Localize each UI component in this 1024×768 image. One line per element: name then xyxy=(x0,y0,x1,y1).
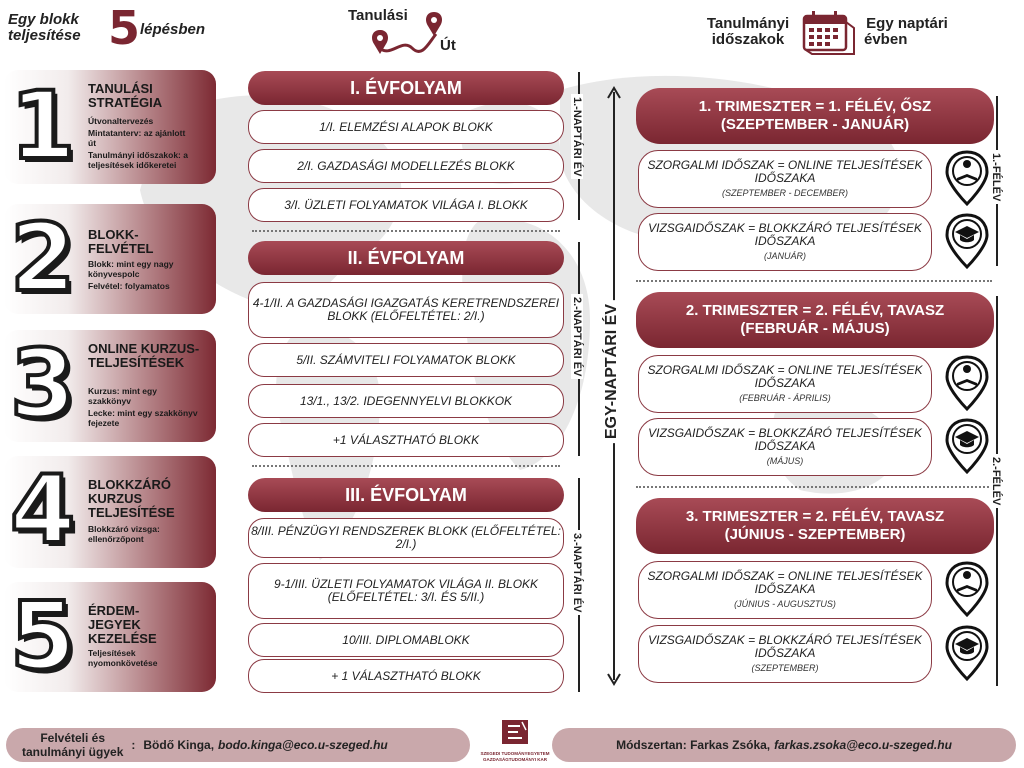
footer-left-name: Bödő Kinga, xyxy=(143,738,215,752)
trimester-1-period-1-dates: (SZEPTEMBER - DECEMBER) xyxy=(721,188,848,198)
trimester-2-period-2 xyxy=(638,418,932,476)
step-2-desc-2: Felvétel: folyamatos xyxy=(88,281,170,291)
header-left-line1: Egy blokk xyxy=(8,11,79,28)
trimester-2-period-2-dates: (MÁJUS) xyxy=(766,456,804,466)
trimester-2-period-1-dates: (FEBRUÁR - ÁPRILIS) xyxy=(739,393,831,403)
year-divider-2 xyxy=(252,465,560,467)
step-5-desc-1: Teljesítések nyomonkövetése xyxy=(88,648,158,668)
year-1-header: I. ÉVFOLYAM xyxy=(248,71,564,105)
step-2-number: 2 xyxy=(10,204,76,313)
footer-left-label xyxy=(22,731,123,759)
year-2-block-1: 4-1/II. A GAZDASÁGI IGAZGATÁS KERETRENDSZEREI BLOKK (ELŐFELTÉTEL: 2/I.) xyxy=(248,282,564,338)
year-3-header: III. ÉVFOLYAM xyxy=(248,478,564,512)
footer-left-email[interactable]: bodo.kinga@eco.u-szeged.hu xyxy=(218,738,388,752)
header-left-line2: teljesítése xyxy=(8,27,81,44)
year-2-block-3: 13/1., 13/2. IDEGENNYELVI BLOKKOK xyxy=(248,384,564,418)
header-right-line3: Egy naptári xyxy=(866,15,948,32)
trimester-2-header xyxy=(636,292,994,348)
semester-1-label: 1.-FÉLÉV xyxy=(990,150,1002,204)
graduation-pin-icon xyxy=(945,625,989,681)
trimester-1-period-1 xyxy=(638,150,932,208)
faculty-logo xyxy=(478,718,552,766)
year-3-block-1: 8/III. PÉNZÜGYI RENDSZEREK BLOKK (ELŐFELTÉTEL: 2/I.) xyxy=(248,518,564,558)
step-3-desc xyxy=(88,386,223,430)
trimester-1-header xyxy=(636,88,994,144)
year-1-block-3: 3/I. ÜZLETI FOLYAMATOK VILÁGA I. BLOKK xyxy=(248,188,564,222)
trimester-1-period-2-text: VIZSGAIDŐSZAK = BLOKKZÁRÓ TELJESÍTÉSEK IDŐSZAKA xyxy=(648,221,922,248)
trimester-3-period-2-text: VIZSGAIDŐSZAK = BLOKKZÁRÓ TELJESÍTÉSEK IDŐSZAKA xyxy=(648,633,922,660)
step-1-desc-2: Mintatanterv: az ajánlott út xyxy=(88,128,186,148)
trimester-3-title: 3. TRIMESZTER = 2. FÉLÉV, TAVASZ xyxy=(685,508,945,525)
trimester-2-period-1-text: SZORGALMI IDŐSZAK = ONLINE TELJESÍTÉSEK IDŐSZAKA xyxy=(647,363,923,390)
header-right-left xyxy=(694,16,802,48)
step-3-title: ONLINE KURZUS-TELJESÍTÉSEK xyxy=(88,341,200,370)
year-1-side-label: 1.-NAPTÁRI ÉV xyxy=(571,94,583,179)
step-1-desc-3: Tanulmányi időszakok: a teljesítések időkeretei xyxy=(88,150,188,170)
step-3-desc-1: Kurzus: mint egy szakkönyv xyxy=(88,386,157,406)
trimester-2-period-2-text: VIZSGAIDŐSZAK = BLOKKZÁRÓ TELJESÍTÉSEK IDŐSZAKA xyxy=(648,426,922,453)
trimester-1-subtitle: (SZEPTEMBER - JANUÁR) xyxy=(720,116,910,133)
step-5 xyxy=(4,582,216,692)
year-3-block-3: 10/III. DIPLOMABLOKK xyxy=(248,623,564,657)
step-3 xyxy=(4,330,216,442)
step-1-desc-1: Útvonaltervezés xyxy=(88,116,154,126)
step-2 xyxy=(4,204,216,314)
year-2-side-label: 2.-NAPTÁRI ÉV xyxy=(571,294,583,379)
header-left xyxy=(8,12,108,44)
step-4-number: 4 xyxy=(10,456,76,565)
step-1 xyxy=(4,70,216,184)
footer-left-label-line2: tanulmányi ügyek xyxy=(22,745,124,759)
year-1-block-1: 1/I. ELEMZÉSI ALAPOK BLOKK xyxy=(248,110,564,144)
trimester-3-period-1-dates: (JÚNIUS - AUGUSZTUS) xyxy=(734,599,836,609)
year-3-block-2: 9-1/III. ÜZLETI FOLYAMATOK VILÁGA II. BLOKK (ELŐFELTÉTEL: 3/I. ÉS 5/II.) xyxy=(248,563,564,619)
trimester-1-title: 1. TRIMESZTER = 1. FÉLÉV, ŐSZ xyxy=(698,98,932,115)
trimester-2-title: 2. TRIMESZTER = 2. FÉLÉV, TAVASZ xyxy=(685,302,945,319)
step-5-title: ÉRDEM-JEGYEK KEZELÉSE xyxy=(88,603,157,646)
study-pin-icon xyxy=(945,561,989,617)
calendar-icon xyxy=(800,8,856,56)
footer-left-sep: : xyxy=(131,738,136,752)
trimester-1-period-2 xyxy=(638,213,932,271)
trimester-3-period-1-text: SZORGALMI IDŐSZAK = ONLINE TELJESÍTÉSEK IDŐSZAKA xyxy=(647,569,923,596)
header-middle-line2: Út xyxy=(440,37,456,54)
step-1-desc xyxy=(88,116,223,172)
trimester-1-period-1-text: SZORGALMI IDŐSZAK = ONLINE TELJESÍTÉSEK IDŐSZAKA xyxy=(647,158,923,185)
study-pin-icon xyxy=(945,355,989,411)
step-3-desc-2: Lecke: mint egy szakkönyv fejezete xyxy=(88,408,198,428)
footer-right-label: Módszertan: Farkas Zsóka, xyxy=(616,738,771,752)
year-divider-1 xyxy=(252,230,560,232)
step-4-desc-1: Blokkzáró vizsga: ellenőrzőpont xyxy=(88,524,160,544)
step-5-number: 5 xyxy=(10,582,76,691)
footer-left-label-line1: Felvételi és xyxy=(40,731,106,745)
footer-left xyxy=(6,728,470,762)
calendar-year-label: EGY-NAPTÁRI ÉV xyxy=(603,300,621,443)
header-right-line2: időszakok xyxy=(711,31,785,48)
year-2-block-2: 5/II. SZÁMVITELI FOLYAMATOK BLOKK xyxy=(248,343,564,377)
header-middle-line1: Tanulási xyxy=(348,7,408,24)
trimester-2-subtitle: (FEBRUÁR - MÁJUS) xyxy=(740,320,890,337)
footer-right-email[interactable]: farkas.zsoka@eco.u-szeged.hu xyxy=(774,738,952,752)
faculty-logo-line1: SZEGEDI TUDOMÁNYEGYETEM xyxy=(480,751,550,756)
header-right-line1: Tanulmányi xyxy=(706,15,790,32)
faculty-logo-line2: GAZDASÁGTUDOMÁNYI KAR xyxy=(483,757,547,762)
step-4-title: BLOKKZÁRÓ KURZUS TELJESÍTÉSE xyxy=(88,477,175,520)
study-pin-icon xyxy=(945,150,989,206)
step-1-title: TANULÁSI STRATÉGIA xyxy=(88,81,163,110)
graduation-pin-icon xyxy=(945,213,989,269)
graduation-pin-icon xyxy=(945,418,989,474)
step-2-desc-1: Blokk: mint egy nagy könyvespolc xyxy=(88,259,174,279)
trimester-3-header xyxy=(636,498,994,554)
route-icon xyxy=(366,10,446,62)
year-1-block-2: 2/I. GAZDASÁGI MODELLEZÉS BLOKK xyxy=(248,149,564,183)
trimester-1-period-2-dates: (JANUÁR) xyxy=(764,251,806,261)
step-4 xyxy=(4,456,216,568)
step-1-number: 1 xyxy=(10,72,76,181)
header-right-line4: évben xyxy=(864,31,908,48)
semester-2-label: 2.-FÉLÉV xyxy=(990,454,1002,508)
header-right-right xyxy=(858,16,956,48)
trimester-3-period-2 xyxy=(638,625,932,683)
trimester-3-subtitle: (JÚNIUS - SZEPTEMBER) xyxy=(724,526,906,543)
trimester-divider-1 xyxy=(636,280,992,282)
step-4-desc xyxy=(88,524,223,546)
header-left-line3: lépésben xyxy=(140,21,206,38)
header-left-number: 5 xyxy=(108,1,141,55)
year-3-side-label: 3.-NAPTÁRI ÉV xyxy=(571,530,583,615)
step-2-desc xyxy=(88,259,223,293)
trimester-3-period-2-dates: (SZEPTEMBER) xyxy=(751,663,819,673)
trimester-2-period-1 xyxy=(638,355,932,413)
year-3-block-4: + 1 VÁLASZTHATÓ BLOKK xyxy=(248,659,564,693)
year-2-header: II. ÉVFOLYAM xyxy=(248,241,564,275)
step-3-number: 3 xyxy=(10,330,76,439)
step-2-title: BLOKK-FELVÉTEL xyxy=(88,227,154,256)
footer-right xyxy=(552,728,1016,762)
year-2-block-4: +1 VÁLASZTHATÓ BLOKK xyxy=(248,423,564,457)
faculty-logo-icon xyxy=(500,718,530,746)
trimester-3-period-1 xyxy=(638,561,932,619)
trimester-divider-2 xyxy=(636,486,992,488)
step-5-desc xyxy=(88,648,223,670)
